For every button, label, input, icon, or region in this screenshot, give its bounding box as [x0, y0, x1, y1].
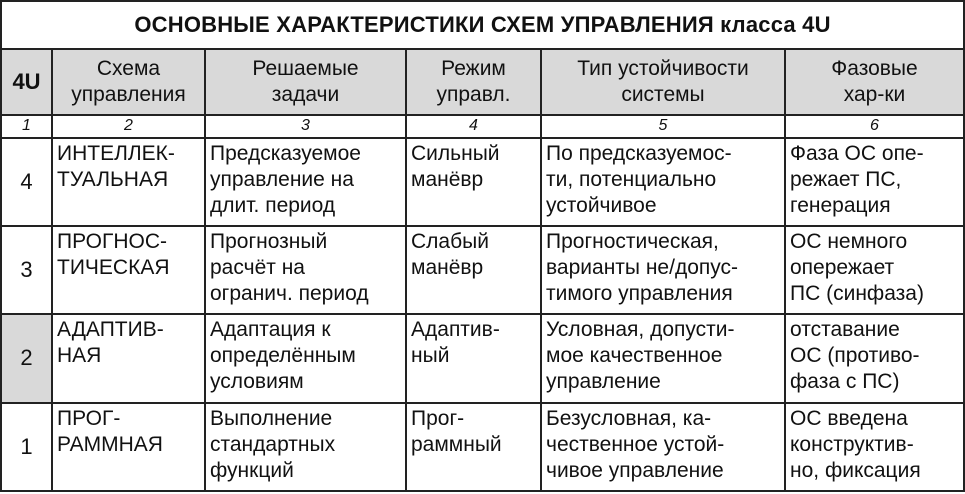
- row-tasks: Адаптация к определённым условиям: [205, 314, 406, 402]
- header-row: [1, 49, 964, 114]
- header-phase: Фазовые хар-ки: [785, 49, 964, 114]
- header-mode: Режим управл.: [406, 49, 541, 114]
- table-row-level-4: [1, 138, 964, 226]
- row-phase: Фаза ОС опе- режает ПС, генерация: [785, 138, 964, 226]
- table-title: ОСНОВНЫЕ ХАРАКТЕРИСТИКИ СХЕМ УПРАВЛЕНИЯ класса 4U: [1, 1, 964, 49]
- row-scheme: ИНТЕЛЛЕК- ТУАЛЬНАЯ: [52, 138, 205, 226]
- column-number: 3: [205, 115, 406, 138]
- row-scheme: ПРОГНОС- ТИЧЕСКАЯ: [52, 226, 205, 314]
- table-row-level-1: [1, 403, 964, 491]
- row-level: 1: [1, 403, 52, 491]
- column-number-row: [1, 115, 964, 138]
- row-phase: отставание ОС (противо- фаза с ПС): [785, 314, 964, 402]
- row-mode: Прог- раммный: [406, 403, 541, 491]
- column-number: 1: [1, 115, 52, 138]
- column-number: 6: [785, 115, 964, 138]
- row-tasks: Предсказуемое управление на длит. период: [205, 138, 406, 226]
- header-tasks: Решаемые задачи: [205, 49, 406, 114]
- column-number: 4: [406, 115, 541, 138]
- row-tasks: Прогнозный расчёт на огранич. период: [205, 226, 406, 314]
- row-phase: ОС немного опережает ПС (синфаза): [785, 226, 964, 314]
- column-number: 5: [541, 115, 785, 138]
- header-scheme: Схема управления: [52, 49, 205, 114]
- row-level: 4: [1, 138, 52, 226]
- row-scheme: ПРОГ- РАММНАЯ: [52, 403, 205, 491]
- row-stability: Прогностическая, варианты не/допус- тимого управления: [541, 226, 785, 314]
- row-stability: Условная, допусти- мое качественное управление: [541, 314, 785, 402]
- column-number: 2: [52, 115, 205, 138]
- header-level: 4U: [1, 49, 52, 114]
- row-phase: ОС введена конструктив- но, фиксация: [785, 403, 964, 491]
- row-stability: По предсказуемос- ти, потенциально устойчивое: [541, 138, 785, 226]
- table-row-level-2: [1, 314, 964, 402]
- row-scheme: АДАПТИВ- НАЯ: [52, 314, 205, 402]
- row-mode: Сильный манёвр: [406, 138, 541, 226]
- row-tasks: Выполнение стандартных функций: [205, 403, 406, 491]
- title-row: [1, 1, 964, 49]
- row-mode: Слабый манёвр: [406, 226, 541, 314]
- table-row-level-3: [1, 226, 964, 314]
- header-stability: Тип устойчивости системы: [541, 49, 785, 114]
- row-mode: Адаптив- ный: [406, 314, 541, 402]
- row-stability: Безусловная, ка- чественное устой- чивое управление: [541, 403, 785, 491]
- row-level: 2: [1, 314, 52, 402]
- row-level: 3: [1, 226, 52, 314]
